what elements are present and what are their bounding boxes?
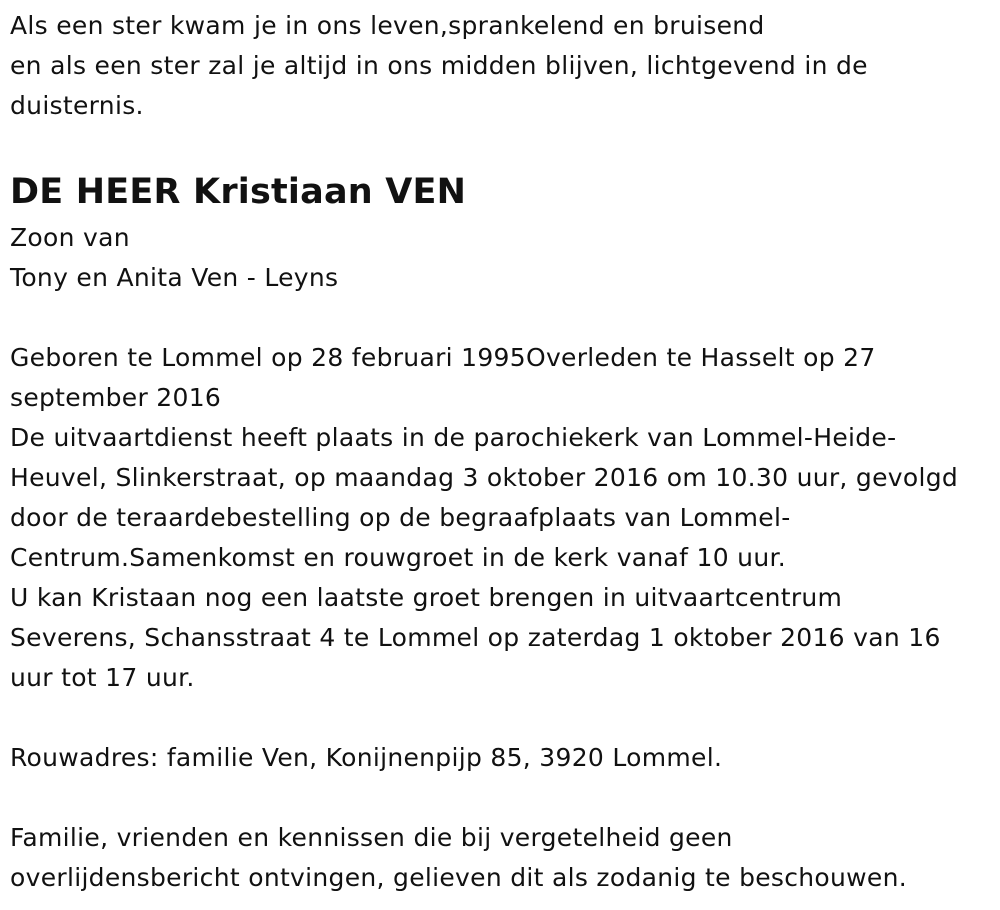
details-line: Severens, Schansstraat 4 te Lommel op zaterdag 1 oktober 2016 van 16	[10, 623, 941, 652]
mourning-address: Rouwadres: familie Ven, Konijnenpijp 85, 3920 Lommel.	[10, 743, 723, 772]
poem-block	[10, 6, 990, 126]
closing-block	[10, 818, 990, 898]
details-line: Geboren te Lommel op 28 februari 1995Overleden te Hasselt op 27	[10, 343, 876, 372]
details-line: U kan Kristaan nog een laatste groet brengen in uitvaartcentrum	[10, 583, 843, 612]
relation-label: Zoon van	[10, 223, 130, 252]
closing-line: Familie, vrienden en kennissen die bij vergetelheid geen	[10, 823, 733, 852]
details-line: september 2016	[10, 383, 222, 412]
poem-line: duisternis.	[10, 91, 144, 120]
spacer	[10, 778, 990, 818]
details-line: Heuvel, Slinkerstraat, op maandag 3 oktober 2016 om 10.30 uur, gevolgd	[10, 463, 959, 492]
spacer	[10, 698, 990, 738]
spacer	[10, 126, 990, 166]
deceased-name: DE HEER Kristiaan VEN	[10, 172, 467, 212]
poem-line: Als een ster kwam je in ons leven,sprankelend en bruisend	[10, 11, 765, 40]
closing-line: overlijdensbericht ontvingen, gelieven dit als zodanig te beschouwen.	[10, 863, 907, 892]
details-line: door de teraardebestelling op de begraafplaats van Lommel-	[10, 503, 791, 532]
poem-line: en als een ster zal je altijd in ons midden blijven, lichtgevend in de	[10, 51, 868, 80]
spacer	[10, 298, 990, 338]
details-line: De uitvaartdienst heeft plaats in de parochiekerk van Lommel-Heide-	[10, 423, 897, 452]
details-line: uur tot 17 uur.	[10, 663, 195, 692]
details-line: Centrum.Samenkomst en rouwgroet in de kerk vanaf 10 uur.	[10, 543, 787, 572]
parents-names: Tony en Anita Ven - Leyns	[10, 263, 339, 292]
details-block	[10, 338, 990, 698]
